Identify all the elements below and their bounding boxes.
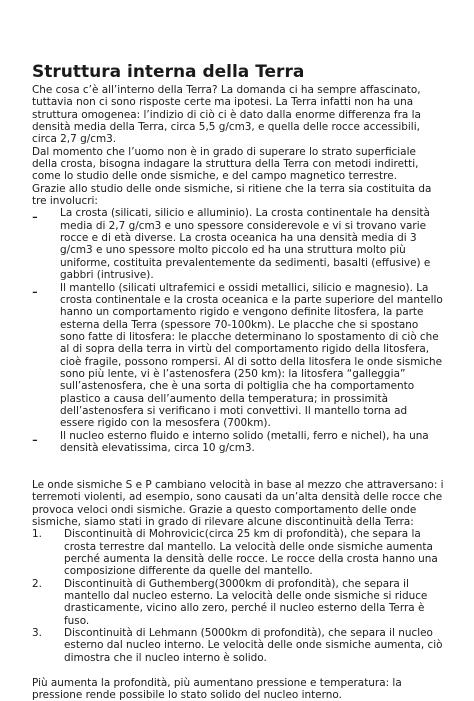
conclusion-paragraph: Più aumenta la profondità, più aumentano pressione e temperatura: la pressione rende possibile lo stato solido del nucleo interno. xyxy=(32,677,444,701)
list-item-mantello xyxy=(32,282,444,430)
list-number: 2. xyxy=(32,578,64,627)
list-item-text: Discontinuità di Mohrovicic(circa 25 km di profondità), che separa la crosta terrestre dal mantello. La velocità delle onde sismiche aumenta perché aumenta la densità delle rocce. Le rocce della crosta hanno una composizione differente da quelle del mantello. xyxy=(64,528,444,577)
list-item-mohrovicic xyxy=(32,528,444,577)
list-item-text: Discontinuità di Lehmann (5000km di profondità), che separa il nucleo esterno dal nucleo interno. Le velocità delle onde sismiche aumenta, ciò dimostra che il nucleo interno è solido. xyxy=(64,627,444,664)
list-item-text: La crosta (silicati, silicio e alluminio). La crosta continentale ha densità media di 2,7 g/cm3 e uno spessore considerevole e vi si trovano varie rocce e di età diverse. La crosta oceanica ha una densità media di 3 g/cm3 e uno spessore molto piccolo ed ha una struttura molto più uniforme, costituita prevalentemente da sedimenti, basalti (effusive) e gabbri (intrusive). xyxy=(60,207,444,281)
spacer xyxy=(32,664,444,676)
method-paragraph: Dal momento che l’uomo non è in grado di superare lo strato superficiale della crosta, bisogna indagare la struttura della Terra con metodi indiretti, come lo studio delle onde sismiche, e del campo magnetico terrestre. xyxy=(32,146,444,183)
document-title: Struttura interna della Terra xyxy=(32,62,444,83)
list-item-lehmann xyxy=(32,627,444,664)
intro-paragraph: Che cosa c’è all’interno della Terra? La domanda ci ha sempre affascinato, tuttavia non ci sono risposte certe ma ipotesi. La Terra infatti non ha una struttura omogenea: l’indizio di ciò ci è dato dalla enorme differenza fra la densità media della Terra, circa 5,5 g/cm3, e quella delle rocce accessibili, circa 2,7 g/cm3. xyxy=(32,84,444,146)
spacer xyxy=(32,454,444,479)
list-number: 1. xyxy=(32,528,64,577)
list-item-text: Discontinuità di Guthemberg(3000km di profondità), che separa il mantello dal nucleo esterno. La velocità delle onde sismiche si riduce drasticamente, vicino allo zero, perché il nucleo esterno della Terra è fuso. xyxy=(64,578,444,627)
list-item-text: Il nucleo esterno fluido e interno solido (metalli, ferro e nichel), ha una densità elevatissima, circa 10 g/cm3. xyxy=(60,430,444,455)
list-item-crosta xyxy=(32,207,444,281)
list-number: 3. xyxy=(32,627,64,664)
bullet-dash: - xyxy=(32,282,60,430)
layers-intro-paragraph: Grazie allo studio delle onde sismiche, si ritiene che la terra sia costituita da tre involucri: xyxy=(32,183,444,208)
seismic-waves-paragraph: Le onde sismiche S e P cambiano velocità in base al mezzo che attraversano: i terremoti violenti, ad esempio, sono causati da un’alta densità delle rocce che provoca veloci ondi sismiche. Grazie a questo comportamento delle onde sismiche, siamo stati in grado di rilevare alcune discontinuità della Terra: xyxy=(32,479,444,528)
bullet-dash: - xyxy=(32,430,60,455)
list-item-text: Il mantello (silicati ultrafemici e ossidi metallici, silicio e magnesio). La crosta continentale e la crosta oceanica e la parte superiore del mantello hanno un comportamento rigido e vengono definite litosfera, la parte esterna della Terra (spessore 70-100km). Le placche che si spostano sono fatte di litosfera: le placche determinano lo spostamento di ciò che al di sopra della terra in virtù del comportamento rigido della litosfera, cioè fragile, possono rompersi. Al di sotto della litosfera le onde sismiche sono più lente, vi è l’astenosfera (250 km): la litosfera “galleggia” sull’astenosfera, che è una sorta di poltiglia che ha comportamento plastico a causa dell’aumento della temperatura; in prossimità dell’astenosfera si verificano i moti convettivi. Il mantello torna ad essere rigido con la mesosfera (700km). xyxy=(60,282,444,430)
list-item-nucleo xyxy=(32,430,444,455)
list-item-guthemberg xyxy=(32,578,444,627)
bullet-dash: - xyxy=(32,207,60,281)
